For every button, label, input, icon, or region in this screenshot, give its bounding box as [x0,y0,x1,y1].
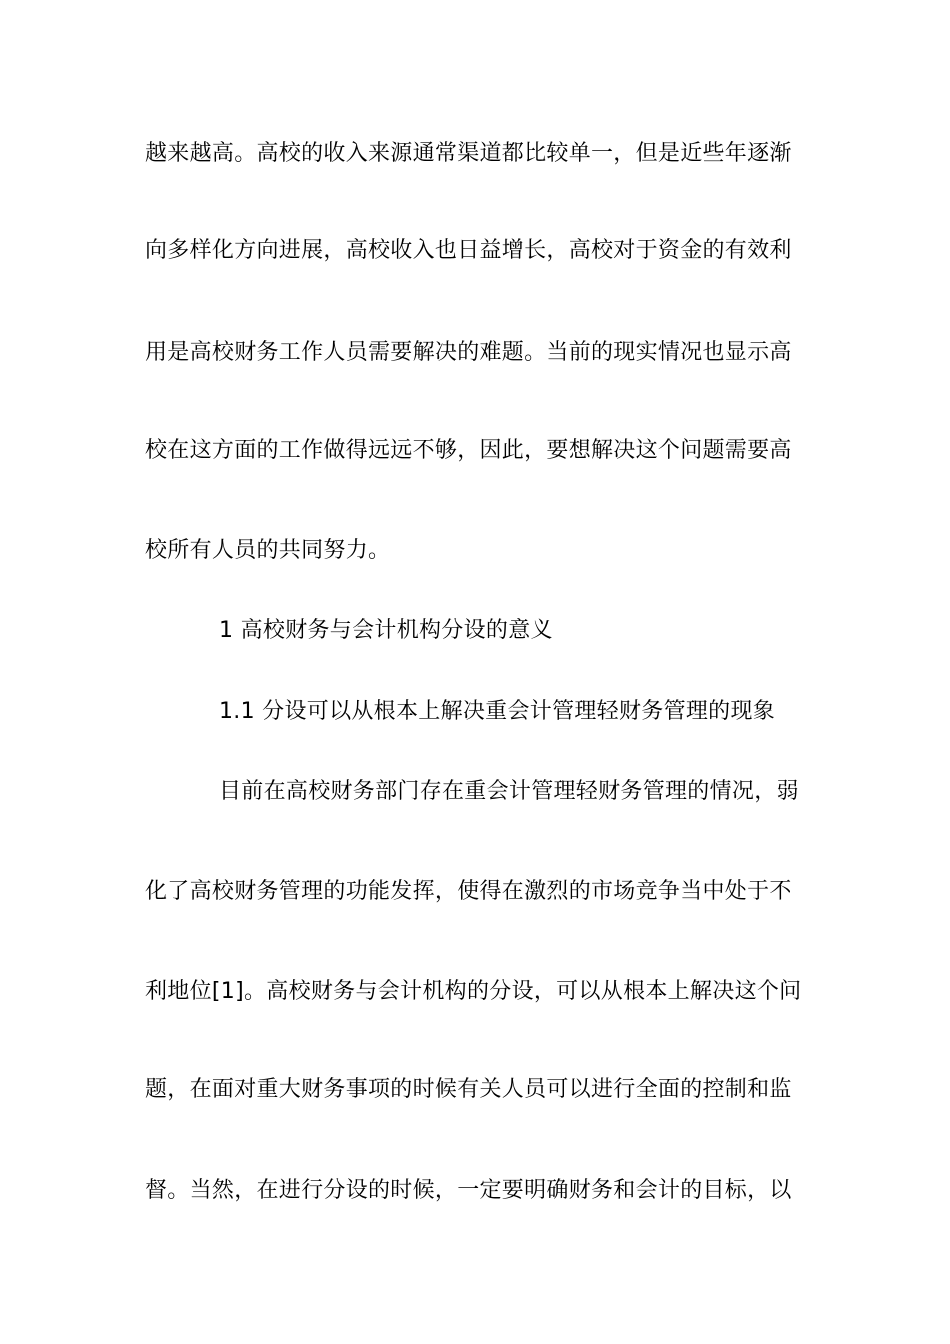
body-text-line: 题，在面对重大财务事项的时候有关人员可以进行全面的控制和监 [145,1077,792,1102]
body-text-line: 督。当然，在进行分设的时候，一定要明确财务和会计的目标，以 [145,1178,792,1203]
body-text-line: 用是高校财务工作人员需要解决的难题。当前的现实情况也显示高 [145,340,792,365]
paragraph-first-line: 目前在高校财务部门存在重会计管理轻财务管理的情况，弱 [219,779,799,804]
section-heading: 1 高校财务与会计机构分设的意义 [219,618,553,643]
body-text-line: 校所有人员的共同努力。 [145,538,391,563]
subsection-heading: 1.1 分设可以从根本上解决重会计管理轻财务管理的现象 [219,699,776,724]
body-text-line: 利地位[1]。高校财务与会计机构的分设，可以从根本上解决这个问 [145,979,802,1004]
body-text-line: 越来越高。高校的收入来源通常渠道都比较单一，但是近些年逐渐 [145,141,792,166]
body-text-line: 校在这方面的工作做得远远不够，因此，要想解决这个问题需要高 [145,438,792,463]
body-text-line: 化了高校财务管理的功能发挥，使得在激烈的市场竞争当中处于不 [145,879,792,904]
body-text-line: 向多样化方向进展，高校收入也日益增长，高校对于资金的有效利 [145,238,792,263]
